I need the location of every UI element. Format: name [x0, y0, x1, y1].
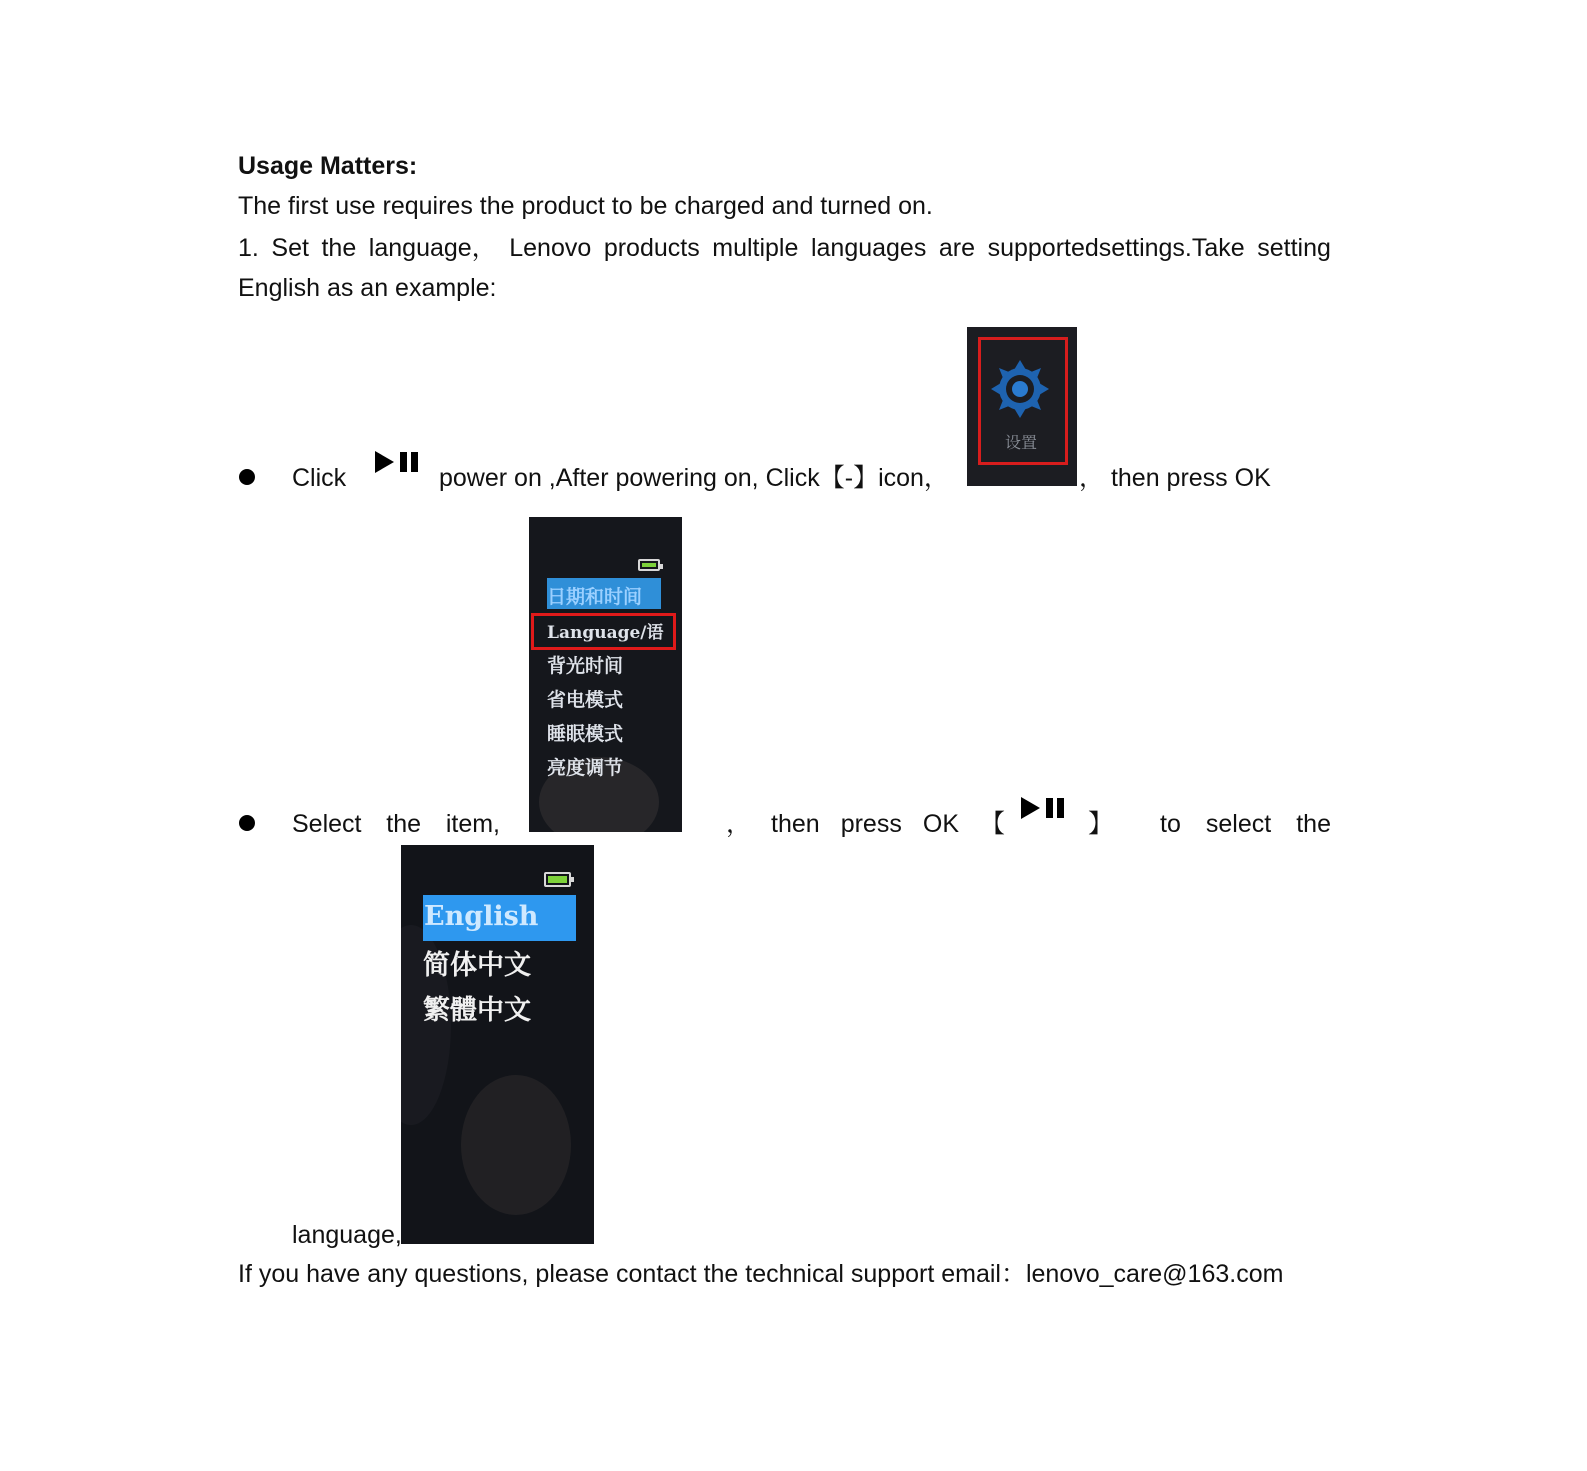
bracket-close: 】: [1088, 810, 1114, 838]
step1-line2: English as an example:: [238, 274, 497, 302]
menu-item: 睡眠模式: [547, 723, 624, 745]
then-press-ok-text: ， then press OK: [1079, 464, 1271, 492]
step1-word: the: [321, 234, 357, 262]
step1-word: supportedsettings.Take: [987, 234, 1245, 262]
bullet2-comma: ，: [726, 810, 752, 838]
language-option: 繁體中文: [423, 995, 531, 1026]
bullet-icon: [239, 469, 255, 485]
bullet2-word: the: [1296, 810, 1331, 838]
bullet2-mid-text: [771, 809, 959, 839]
menu-item: 省电模式: [547, 689, 624, 711]
bullet2-word: then: [771, 810, 820, 838]
support-contact: If you have any questions, please contact the technical support email：lenovo_care@163.com: [238, 1260, 1284, 1288]
battery-icon: [638, 559, 660, 571]
settings-screenshot: [967, 327, 1077, 486]
play-pause-icon: [1021, 797, 1067, 821]
step1-word: Set: [271, 234, 309, 262]
battery-icon: [544, 872, 571, 887]
finger-reflection: [461, 1075, 571, 1215]
settings-label: 设置: [1005, 433, 1038, 452]
section-heading: Usage Matters:: [238, 152, 418, 180]
bullet2-word: select: [1205, 810, 1272, 838]
step1-word: language，: [368, 234, 497, 262]
bullet-icon: [239, 815, 255, 831]
step1-word: multiple: [712, 234, 799, 262]
step1-word: products: [603, 234, 700, 262]
settings-menu-screenshot: [529, 517, 682, 832]
menu-item: 日期和时间: [547, 586, 643, 608]
language-text: language,: [292, 1221, 402, 1249]
play-pause-icon: [375, 451, 421, 475]
intro-text: The first use requires the product to be charged and turned on.: [238, 192, 933, 220]
step1-word: Lenovo: [509, 234, 592, 262]
bullet2-word: OK: [922, 810, 959, 838]
menu-item: 背光时间: [547, 655, 624, 677]
step-number: 1.: [238, 234, 259, 262]
bullet2-word: Select: [292, 810, 362, 838]
bullet2-left-text: [292, 809, 500, 839]
bracket-open: 【: [980, 810, 1006, 838]
step1-line1: [238, 233, 1331, 263]
bullet2-right-text: [1160, 809, 1331, 839]
step1-word: setting: [1257, 234, 1331, 262]
click-text: Click: [292, 464, 347, 492]
language-option-english: English: [424, 901, 539, 932]
bullet2-word: press: [840, 810, 902, 838]
step1-word: languages: [810, 234, 927, 262]
bullet2-word: to: [1160, 810, 1181, 838]
menu-item-language: Language/语: [547, 623, 664, 643]
language-option: 简体中文: [423, 950, 531, 981]
menu-item: 亮度调节: [547, 757, 624, 779]
bullet2-word: item,: [445, 810, 500, 838]
bullet2-word: the: [386, 810, 422, 838]
step1-word: are: [938, 234, 976, 262]
power-on-text: power on ,After powering on, Click【-】icon，: [439, 464, 949, 492]
language-menu-screenshot: [401, 845, 594, 1244]
gear-icon: [989, 358, 1051, 420]
